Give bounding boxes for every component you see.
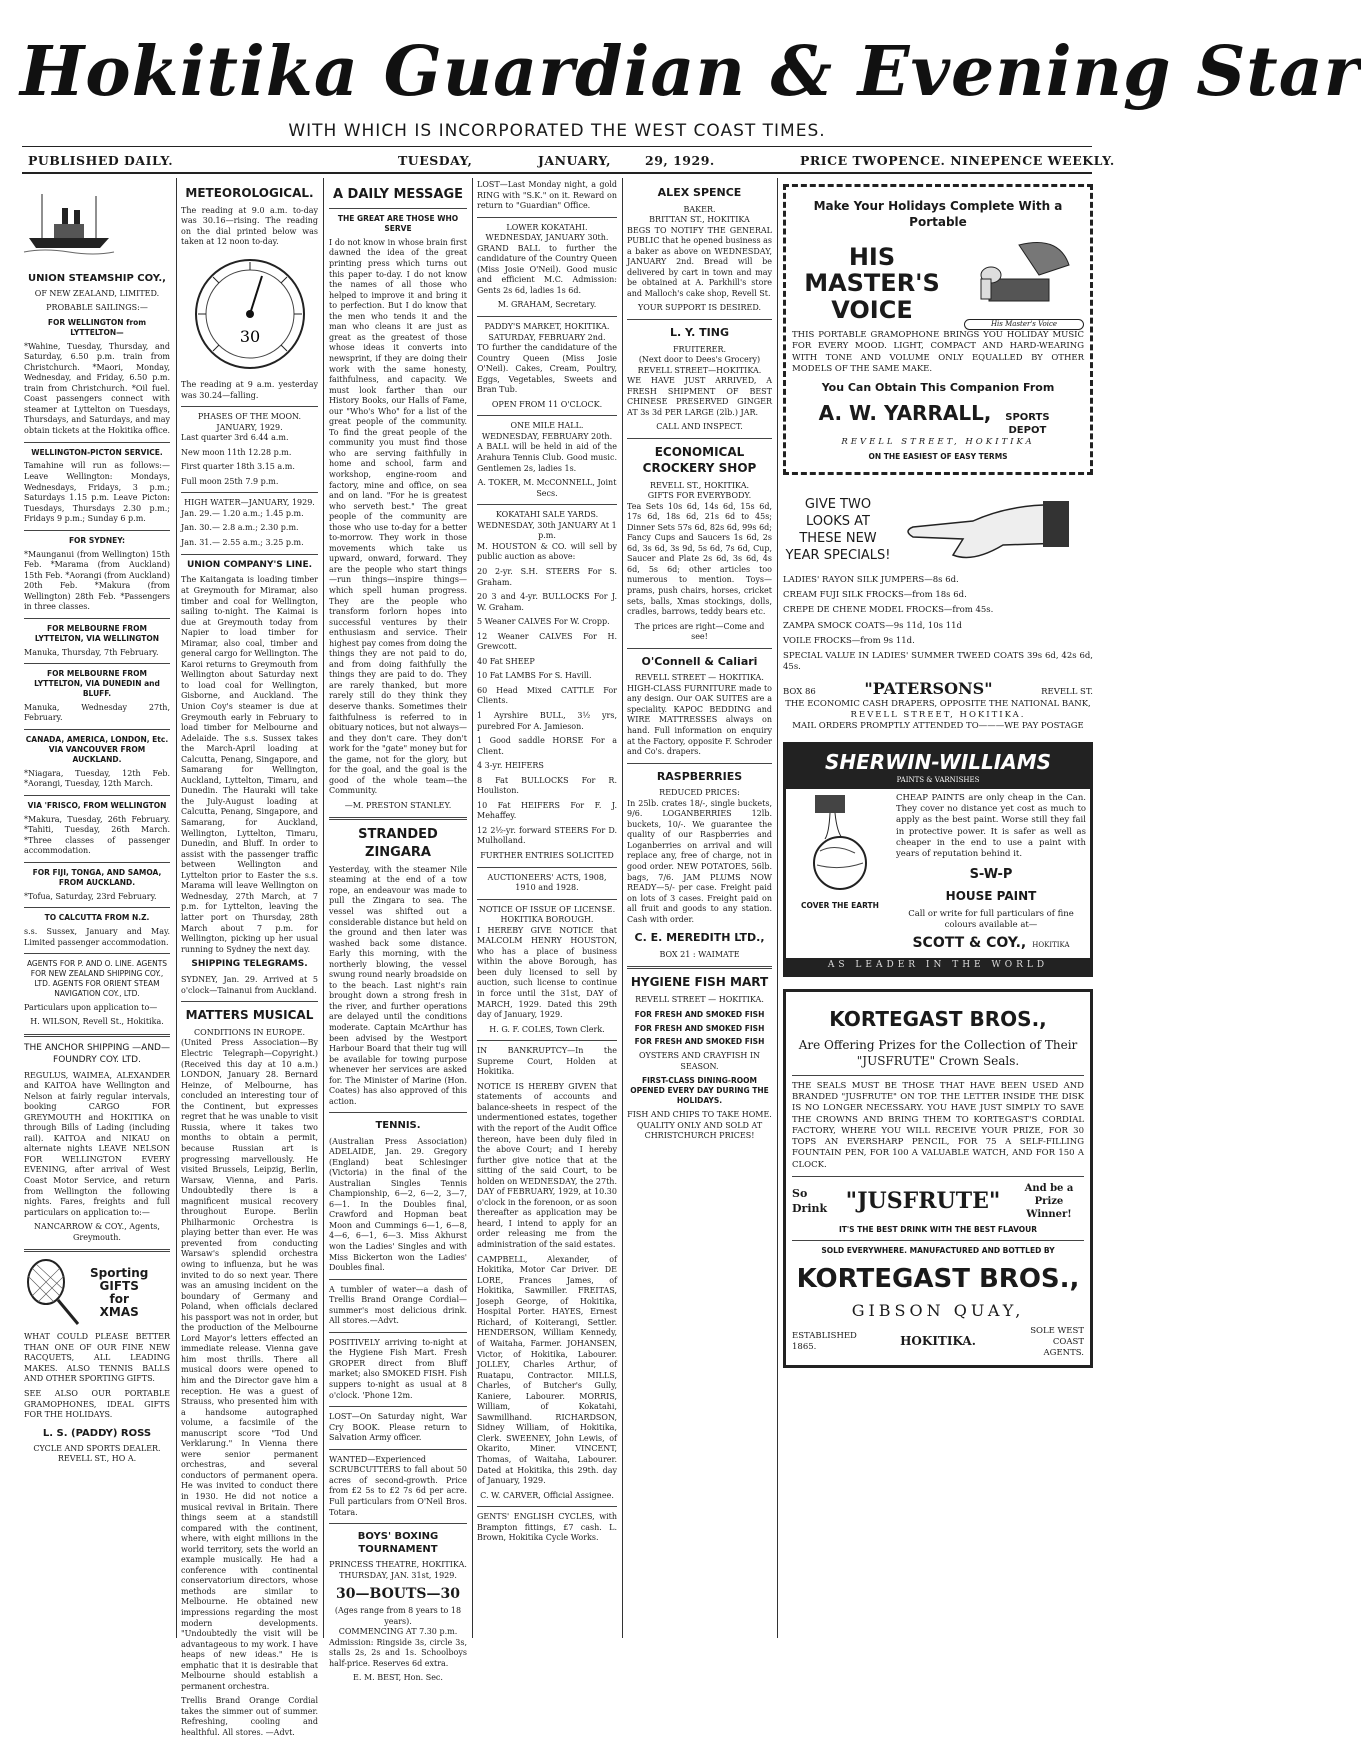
pat-box: BOX 86 <box>783 686 816 697</box>
tumbler-advt: A tumbler of water—a dash of Trellis Brand Orange Cordial—summer's most delicious drink. All stores.—Advt. <box>329 1284 467 1326</box>
picton-text: Tamahine will run as follows:— Leave Wellington: Mondays, Wednesdays, Fridays, 3 p.m.; Saturdays 1.15 p.m. Leave Picton: Tuesdays, Thursdays 2.30 p.m.; Fridays 9 p.m.; Sunday 6 p.m. <box>24 461 170 524</box>
sporting-line-1: Sporting <box>90 1265 149 1280</box>
steamship-illustration <box>24 186 114 256</box>
pat-name: "PATERSONS" <box>864 678 993 698</box>
masthead-subtitle: WITH WHICH IS INCORPORATED THE WEST COAST TIMES. <box>288 121 826 141</box>
spence-head: ALEX SPENCE <box>657 186 742 199</box>
ross-sub: CYCLE AND SPORTS DEALER. REVELL ST., HO A. <box>33 1443 161 1464</box>
sw-cover: COVER THE EARTH <box>801 901 879 911</box>
sw-swp: S-W-P <box>969 867 1013 883</box>
crockery-addr: REVELL ST., HOKITIKA. <box>649 480 750 490</box>
pat-head: GIVE TWO LOOKS AT THESE NEW YEAR SPECIALS! <box>785 497 891 563</box>
pm-date: SATURDAY, FEBRUARY 2nd. <box>488 332 606 342</box>
sailings-label: PROBABLE SAILINGS:— <box>46 303 148 313</box>
hfm-line: FOR FRESH AND SMOKED FISH <box>634 1009 765 1019</box>
ksy-lot: 10 Fat LAMBS For S. Havill. <box>477 671 592 681</box>
met-text-1: The reading at 9.0 a.m. to-day was 30.16—rising. The reading on the dial printed below was taken at 12 noon to-day. <box>181 205 318 247</box>
ting-head: L. Y. TING <box>669 325 729 339</box>
column-3 <box>329 180 467 1683</box>
kg-name: KORTEGAST BROS., <box>796 1264 1080 1295</box>
oconnell-addr: REVELL STREET — HOKITIKA. <box>635 673 764 683</box>
notice-head: NOTICE OF ISSUE OF LICENSE. <box>478 904 616 914</box>
hw-row-2: Jan. 30.— 2.8 a.m.; 2.30 p.m. <box>181 523 299 533</box>
ship-head: SHIPPING TELEGRAMS. <box>191 959 308 970</box>
moon-head: PHASES OF THE MOON. JANUARY, 1929. <box>197 412 302 432</box>
boxing-sec: E. M. BEST, Hon. Sec. <box>353 1673 443 1683</box>
met-text-2: The reading at 9 a.m. yesterday was 30.24—falling. <box>181 380 318 400</box>
ksy-lot: 1 Good saddle HORSE For a Client. <box>477 736 617 756</box>
column-6 <box>783 180 1093 1635</box>
yarrall-depot: SPORTS DEPOT <box>1005 411 1050 436</box>
ksy-lot: 20 3 and 4-yr. BULLOCKS For J. W. Graham. <box>477 592 617 612</box>
pat-item: CREPE DE CHENE MODEL FROCKS—from 45s. <box>783 605 994 616</box>
pm-text: TO further the candidature of the Country Queen (Miss Josie O'Neil). Cakes, Cream, Poultry, Eggs, Vegetables, Sweets and Bran Tub. <box>477 343 617 395</box>
hw-row-1: Jan. 29.— 1.20 a.m.; 1.45 p.m. <box>181 508 304 518</box>
meredith-sub: BOX 21 : WAIMATE <box>659 949 740 959</box>
dateline-day: TUESDAY, <box>398 153 473 168</box>
calcutta-text: s.s. Sussex, January and May. Limited passenger accommodation. <box>24 927 170 947</box>
sw-band: AS LEADER IN THE WORLD <box>786 958 1090 974</box>
hfm-line: FOR FRESH AND SMOKED FISH <box>634 1037 765 1047</box>
tennis-text: (Australian Press Association) ADELAIDE, Jan. 29. Gregory (England) beat Schlesinger (Victoria) in the final of the Australian Singles Tennis Championship, 6—2, 6—2, 3—7, 6—1. In the Doubles final, Crawford and Hopman beat Moon and Cummings 6—1, 6—8, 4—6, 6—1, 6—3. Miss Akhurst won the Ladies' Singles and with Miss Bickerton won the Ladies' Doubles final. <box>329 1136 467 1273</box>
hmv-advert <box>783 184 1093 475</box>
ucl-text: The Kaitangata is loading timber at Greymouth for Miramar, also timber and coal for Wellington, sailing to-night. The Kaimai is due at Greymouth today from Napier to load timber for Miramar, also coal, timber and general cargo for Wellington. The Karoi returns to Greymouth from Wellington about Saturday next to load coal for Wellington, Gisborne, and Auckland. The Union Coy's steamer is due at Greymouth early in February to load timber for Melbourne and Adelaide. The s.s. Sussex takes the March-April loading at Calcutta, Penang, Singapore, and Samarang for Wellington, Auckland, Lyttelton, Timaru, and Dunedin. The Hauraki will take the July-August loading at Calcutta, Penang, Singapore, and Samarang, for Auckland, Wellington, Lyttelton, Timaru, Dunedin, and Bluff. In order to assist with the passenger traffic between Wellington and Lyttelton prior to Easter the s.s. Marama will leave Wellington on Wednesday, 27th March, at 7 p.m. for Lyttelton, leaving the latter port on Thursday, 28th March about 7 p.m. for Wellington, picking up her usual running to Sydney the next day. <box>181 575 318 954</box>
ksy-lot: 12 2½-yr. forward STEERS For D. Mulholland. <box>477 825 617 846</box>
pat-st: REVELL ST. <box>1041 686 1093 697</box>
kg-text: THE SEALS MUST BE THOSE THAT HAVE BEEN USED AND BRANDED "JUSFRUTE" ON TOP. THE LETTER INSIDE THE DISK IS NO LONGER NECESSARY. YOU HAVE JUST SIMPLY TO SAVE THE CROWNS AND BRING THEM TO KORTEGAST'S CORDIAL FACTORY, WHERE YOU WILL RECEIVE YOUR PRIZE, FOR 30 TOPS AN EVERSHARP PENCIL, FOR 75 A SELF-FILLING FOUNTAIN PEN, FOR 100 A VALUABLE WATCH, AND FOR 150 A CLOCK. <box>792 1081 1084 1170</box>
ksy-lot: 10 Fat HEIFERS For F. J. Mehaffey. <box>477 800 617 821</box>
ball-text: GRAND BALL to further the candidature of the Country Queen (Miss Josie O'Neil). Good music and efficient M.C. Admission: Gents 2s 6d, ladies 1s 6d. <box>477 243 617 295</box>
kg-established: ESTABLISHED 1865. <box>792 1331 857 1353</box>
hmv-text: THIS PORTABLE GRAMOPHONE BRINGS YOU HOLIDAY MUSIC FOR EVERY MOOD. LIGHT, COMPACT AND HARD-WEARING WITH TONE AND VOLUME ONLY EQUALLED BY OTHER MODELS OF THE SAME MAKE. <box>792 330 1084 374</box>
boxing-time: COMMENCING AT 7.30 p.m. <box>338 1627 458 1637</box>
notice-text: I HEREBY GIVE NOTICE that MALCOLM HENRY HOUSTON, who has a place of business within the above Borough, has been duly licensed to sell by auction, such license to continue in force until the 31st, DAY of MARCH, 1929. Dated this 29th day of January, 1929. <box>477 925 617 1020</box>
agents-text: AGENTS FOR P. AND O. LINE. AGENTS FOR NEW ZEALAND SHIPPING COY., LTD. AGENTS FOR ORIENT STEAM NAVIGATION COY., LTD. <box>26 959 168 998</box>
kg-winner: And be a Prize Winner! <box>1024 1182 1074 1221</box>
sydney-text: *Maunganui (from Wellington) 15th Feb. *Marama (from Auckland) 15th Feb. *Aorangi (from Auckland) 20th Feb. *Makura (from Wellington) 28th Feb. *Passengers in three classes. <box>24 549 170 612</box>
pat-item: CREAM FUJI SILK FROCKS—from 18s 6d. <box>783 590 967 601</box>
tennis-head: TENNIS. <box>375 1120 421 1132</box>
anchor-text: REGULUS, WAIMEA, ALEXANDER and KAITOA have Wellington and Nelson at fairly regular intervals, booking CARGO FOR GREYMOUTH and HOKITIKA on through Bills of Lading (including rail). KAITOA and NIKAU on alternate nights LEAVE NELSON FOR WELLINGTON EVERY EVENING, after arrival of West Coast Motor Service, and return from Wellington the following nights. Fares, freights and full particulars on application to:— <box>24 1070 170 1217</box>
kg-so-drink: So Drink <box>792 1187 828 1215</box>
racquet-illustration <box>24 1258 84 1328</box>
ting-call: CALL AND INSPECT. <box>656 422 743 432</box>
boxing-bouts: 30—BOUTS—30 <box>336 1585 460 1602</box>
dateline-rule <box>22 172 1092 174</box>
pat-item: VOILE FROCKS—from 9s 11d. <box>783 635 915 646</box>
sw-scott: SCOTT & COY., <box>912 934 1027 951</box>
ksy-lot: 5 Weaner CALVES For W. Cropp. <box>477 617 610 627</box>
dm-head: A DAILY MESSAGE <box>332 187 464 202</box>
oml-date: WEDNESDAY, FEBRUARY 20th. <box>481 431 613 441</box>
hfm-open: FIRST-CLASS DINING-ROOM OPENED EVERY DAY DURING THE HOLIDAYS. <box>630 1076 769 1106</box>
calcutta-head: TO CALCUTTA FROM N.Z. <box>44 913 150 923</box>
melb2-text: Manuka, Wednesday 27th, February. <box>24 702 170 723</box>
oml-secs: A. TOKER, M. McCONNELL, Joint Secs. <box>477 478 617 498</box>
ross-name: L. S. (PADDY) ROSS <box>42 1427 152 1439</box>
dm-author: —M. PRESTON STANLEY. <box>344 800 452 810</box>
melb1-text: Manuka, Thursday, 7th February. <box>24 647 159 657</box>
dm-text: I do not know in whose brain first dawned the idea of the great printing press which turns out this paper to-day. I do not know the names of all those who helped to improve it and bring it to perfection. But I do know that the men who tends it and the man who cleans it are just as great as the greatest of those whose ideas it converts into newsprint, if they are doing their work with the same honesty, faithfulness, and capacity. We must look farther than our History Books, our Halls of Fame, our "Who's Who" for a list of the great people of the community. To find the great people of the community you must find those who are serving faithfully in home and school, farm and workshop, engine-room and factory, mine and office, on sea and on land. "For he is greatest who serveth best." The great people of the community are those who use to-day for a better to-morrow. They work in those movements which take us upward, onward, forward. They are the people who start things —run things—inspire things—which spell human progress. They are the people who transform forlorn hopes into successful ventures by their enthusiasm and service. Their highest pay comes from doing the things they are not paid to do, and from doing faithfully the things they are paid to do. They are rarely thanked, but more rarely still do they think they deserve thanks. Sometimes their faithfulness is referred to in obituary notices, but not always—and they don't care. They don't work for the "gate" money but for the game, not for the glory, but for the goal, and the goal is the good of the whole team—the Community. <box>329 237 467 796</box>
sporting-text: WHAT COULD PLEASE BETTER THAN ONE OF OUR FINE NEW RACQUETS, ALL LEADING MAKES. ALSO TENNIS BALLS AND OTHER SPORTING GIFTS. <box>24 1332 170 1384</box>
sw-house: HOUSE PAINT <box>945 889 1037 904</box>
ksy-lot: 20 2-yr. S.H. STEERS For S. Graham. <box>477 566 617 587</box>
yarrall-name: A. W. YARRALL, <box>818 400 992 425</box>
kg-quay: GIBSON QUAY, <box>851 1301 1025 1321</box>
crockery-text: Tea Sets 10s 6d, 14s 6d, 15s 6d, 17s 6d, 18s 6d, 21s 6d to 45s; Dinner Sets 57s 6d, 82s 6d, 99s 6d; Fancy Cups and Saucers 1s 6d, 2s 6d, 3s 6d, 3s 9d, 5s 6d, 7s 6d, Cup, Saucer and Plate 2s 6d, 3s 6d, 4s 6d, 5s 6d; other articles too numerous to mention. Toys—prams, push chairs, horses, cricket sets, balls, Xmas stockings, dolls, cradles, barrows, teddy bears etc. <box>627 501 772 617</box>
kg-sold: SOLD EVERYWHERE. MANUFACTURED AND BOTTLED BY <box>821 1246 1055 1256</box>
column-5 <box>627 180 772 1635</box>
canada-text: *Niagara, Tuesday, 12th Feb. *Aorangi, Tuesday, 12th March. <box>24 768 170 789</box>
bank-text: NOTICE IS HEREBY GIVEN that statements of accounts and balance-sheets in respect of the undermentioned estates, together with the report of the Audit Office thereon, have been duly filed in the above Court; and I hereby further give notice that at the sitting of the said Court, to be holden on WEDNESDAY, the 27th. DAY of FEBRUARY, 1929, at 10.30 o'clock in the forenoon, or as soon thereafter as application may be heard, I intend to apply for an order releasing me from the administration of the said estates. <box>477 1081 617 1250</box>
frisco-head: VIA 'FRISCO, FROM WELLINGTON <box>27 800 167 810</box>
rasp-head: RASPBERRIES <box>656 769 743 783</box>
meredith-head: C. E. MEREDITH LTD., <box>634 931 765 945</box>
pm-head: PADDY'S MARKET, HOKITIKA. <box>484 322 610 332</box>
ksy-lot: 1 Ayrshire BULL, 3½ yrs, purebred For A. Jamieson. <box>477 710 617 731</box>
masthead-rule <box>22 146 1092 147</box>
wlg-head: FOR WELLINGTON from LYTTELTON— <box>47 317 147 337</box>
kok-head: LOWER KOKATAHI. <box>506 222 588 232</box>
moon-row-2: New moon 11th 12.28 p.m. <box>181 447 292 457</box>
ball-sec: M. GRAHAM, Secretary. <box>497 300 597 310</box>
rasp-text: In 25lb. crates 18/-, single buckets, 9/6. LOGANBERRIES 12lb. buckets, 10/-. We guarantee the quality of our Raspberries and Loganberries on arrival and will replace any, free of charge, not in good order. NEW POTATOES, 56lb. bags, 7/6. JAM PLUMS NOW READY—5/- per case. Freight paid on lots of 3 cases. Freight paid on all fruit and goods to any station. Cash with order. <box>627 798 772 924</box>
kok-date: WEDNESDAY, JANUARY 30th. <box>485 233 609 243</box>
cycles-advt: GENTS' ENGLISH CYCLES, with Brampton fittings, £7 cash. L. Brown, Hokitika Cycle Works. <box>477 1512 617 1543</box>
column-2 <box>181 180 318 1738</box>
kg-sub: Are Offering Prizes for the Collection of Their "JUSFRUTE" Crown Seals. <box>798 1038 1078 1069</box>
pm-open: OPEN FROM 11 O'CLOCK. <box>491 399 603 409</box>
moon-row-4: Full moon 25th 7.9 p.m. <box>181 476 279 486</box>
spence-sub: BAKER. <box>683 204 716 214</box>
usc-title: UNION STEAMSHIP COY., <box>28 272 166 284</box>
boxing-venue: PRINCESS THEATRE, HOKITIKA. <box>329 1560 467 1570</box>
column-rule <box>622 178 623 1638</box>
hmv-top: Make Your Holidays Complete With a Portable <box>813 199 1063 229</box>
dateline-price: PRICE TWOPENCE. NINEPENCE WEEKLY. <box>800 153 1115 168</box>
yarrall-addr: REVELL STREET, HOKITIKA <box>841 436 1035 447</box>
auct-acts: AUCTIONEERS' ACTS, 1908, 1910 and 1928. <box>487 872 607 893</box>
sw-hok: HOKITIKA <box>1032 940 1070 949</box>
boxing-ages: (Ages range from 8 years to 18 years). <box>334 1605 462 1626</box>
hfm-addr: REVELL STREET — HOKITIKA. <box>635 995 764 1005</box>
mm-sub: CONDITIONS IN EUROPE. <box>194 1027 305 1037</box>
spence-addr: BRITTAN ST., HOKITIKA <box>649 215 750 225</box>
barometer-dial-illustration <box>190 254 310 374</box>
hfm-quality: QUALITY ONLY AND SOLD AT CHRISTCHURCH PRICES! <box>636 1120 763 1141</box>
ksy-lot: 60 Head Mixed CATTLE For Clients. <box>477 685 617 706</box>
sz-text: Yesterday, with the steamer Nile steaming at the end of a tow rope, an endeavour was made to pull the Zingara to sea. The vessel was shifted out a considerable distance but held on the ground and then later was washed back some distance. Early this morning, with the northerly blowing, the vessel swung round nearly broadside on to the beach. Last night's rain brought down a strong fresh in the river, and further operations are delayed until the conditions moderate. Captain McArthur has been advised by the Westport Harbour Board that their tug will be available for towing purpose whenever her services are asked for. The Minister of Marine (Hon. Coates) has also approved of this action. <box>329 864 467 1106</box>
lost-book: LOST—On Saturday night, War Cry BOOK. Please return to Salvation Army officer. <box>329 1412 467 1443</box>
wanted-scrubcutters: WANTED—Experienced SCRUBCUTTERS to fall about 50 acres of second-growth. Price from £2 5s to £2 7s 6d per acre. Full particulars from O'Neil Bros. Totara. <box>329 1454 467 1517</box>
dm-sub: THE GREAT ARE THOSE WHO SERVE <box>337 214 459 234</box>
sw-call: Call or write for full particulars of fine colours available at— <box>908 909 1074 931</box>
crockery-prices: The prices are right—Come and see! <box>634 621 765 642</box>
hmv-obtain: You Can Obtain This Companion From <box>821 380 1055 394</box>
ksy-date: WEDNESDAY, 30th JANUARY At 1 p.m. <box>477 520 617 541</box>
boxing-admission: Admission: Ringside 3s, circle 3s, stalls 2s, 2s and 1s. Schoolboys half-price. Reserves 6d extra. <box>329 1637 467 1668</box>
masthead-title: Hokitika Guardian & Evening Star <box>20 32 1361 112</box>
kg-jusfrute: "JUSFRUTE" <box>845 1188 1001 1215</box>
hfm-head: HYGIENE FISH MART <box>630 975 769 990</box>
ship-text: SYDNEY, Jan. 29. Arrived at 5 o'clock—Tainanui from Auckland. <box>181 975 318 995</box>
sporting-line-4: XMAS <box>99 1305 139 1320</box>
column-rule <box>777 178 778 1638</box>
trellis-advt: Trellis Brand Orange Cordial takes the simmer out of summer. Refreshing, cooling and healthful. All stores. —Advt. <box>181 1696 318 1738</box>
pat-special: SPECIAL VALUE IN LADIES' SUMMER TWEED COATS 39s 6d, 42s 6d, 45s. <box>783 651 1093 673</box>
frisco-text: *Makura, Tuesday, 26th February. *Tahiti, Tuesday, 26th March. *Three classes of passenger accommodation. <box>24 814 170 856</box>
column-4 <box>477 180 617 1635</box>
ting-sub: FRUITERER. <box>672 344 727 354</box>
gramophones-text: SEE ALSO OUR PORTABLE GRAMOPHONES, IDEAL GIFTS FOR THE HOLIDAYS. <box>24 1389 170 1420</box>
hmv-badge: His Master's Voice <box>964 319 1084 330</box>
yarrall-terms: ON THE EASIEST OF EASY TERMS <box>868 452 1008 462</box>
sporting-line-2: GIFTS <box>99 1279 139 1294</box>
sw-brand: SHERWIN-WILLIAMS <box>824 750 1052 775</box>
moon-row-1: Last quarter 3rd 6.44 a.m. <box>181 433 289 443</box>
hw-row-3: Jan. 31.— 2.55 a.m.; 3.25 p.m. <box>181 538 304 548</box>
dateline-published: PUBLISHED DAILY. <box>28 153 174 168</box>
ksy-lot: 40 Fat SHEEP <box>477 656 535 666</box>
fiji-text: *Tofua, Saturday, 23rd February. <box>24 891 157 901</box>
boxing-head: BOYS' BOXING TOURNAMENT <box>357 1531 439 1556</box>
ting-addr: (Next door to Dees's Grocery) REVELL STREET—HOKITIKA. <box>637 355 762 375</box>
sz-head: STRANDED ZINGARA <box>358 827 438 860</box>
anchor-title: THE ANCHOR SHIPPING —AND— FOUNDRY COY. LTD. <box>24 1042 170 1065</box>
borough-head: HOKITIKA BOROUGH. <box>500 915 594 925</box>
svg-text:30: 30 <box>239 327 260 347</box>
fiji-head: FOR FIJI, TONGA, AND SAMOA, FROM AUCKLAND. <box>32 867 162 887</box>
dateline-month: JANUARY, <box>538 153 611 168</box>
wilson-sig: H. WILSON, Revell St., Hokitika. <box>30 1017 164 1027</box>
pointing-hand-illustration <box>893 485 1073 575</box>
nancarrow-sig: NANCARROW & COY., Agents, Greymouth. <box>34 1222 160 1242</box>
moon-row-3: First quarter 18th 3.15 a.m. <box>181 462 295 472</box>
kg-best: IT'S THE BEST DRINK WITH THE BEST FLAVOUR <box>838 1225 1038 1235</box>
picton-head: WELLINGTON-PICTON SERVICE. <box>31 447 163 457</box>
spence-support: YOUR SUPPORT IS DESIRED. <box>637 303 762 313</box>
usc-sub: OF NEW ZEALAND, LIMITED. <box>34 288 160 298</box>
column-rule <box>472 178 473 1638</box>
ksy-head: KOKATAHI SALE YARDS. <box>495 510 599 520</box>
sherwin-williams-advert <box>783 742 1093 977</box>
kg-hokitika: HOKITIKA. <box>900 1334 976 1349</box>
sw-text: CHEAP PAINTS are only cheap in the Can. They cover no distance yet cost as much to apply as the best paint. Worse still they fail in protective power. It is safer as well as cheaper in the end to use a paint with years of reputation behind it. <box>896 792 1086 859</box>
oml-head: ONE MILE HALL. <box>510 421 584 431</box>
crockery-head: ECONOMICAL CROCKERY SHOP <box>642 444 757 475</box>
met-head: METEOROLOGICAL. <box>185 186 314 200</box>
column-rule <box>323 178 324 1638</box>
lost-ring: LOST—Last Monday night, a gold RING with "S.K." on it. Reward on return to "Guardian" Office. <box>477 180 617 211</box>
column-rule <box>176 178 177 1638</box>
kg-head: KORTEGAST BROS., <box>829 1006 1047 1031</box>
sporting-line-3: for <box>109 1292 129 1307</box>
boxing-date: THURSDAY, JAN. 31st, 1929. <box>339 1570 457 1580</box>
mm-head: MATTERS MUSICAL <box>185 1008 314 1023</box>
bank-head: IN BANKRUPTCY—In the Supreme Court, Holden at Hokitika. <box>477 1046 617 1077</box>
ting-text: WE HAVE JUST ARRIVED, A FRESH SHIPMENT OF BEST CHINESE PRESERVED GINGER AT 3s 3d PER LARGE (2lb.) JAR. <box>627 376 772 417</box>
dateline-date: 29, 1929. <box>645 153 715 168</box>
apply-text: Particulars upon application to— <box>24 1002 158 1012</box>
bank-sig: C. W. CARVER, Official Assignee. <box>480 1490 614 1500</box>
ksy-lot: 12 Weaner CALVES For H. Grewcott. <box>477 631 617 652</box>
sydney-head: FOR SYDNEY: <box>68 535 126 545</box>
hfm-chips: FISH AND CHIPS TO TAKE HOME. <box>627 1110 772 1120</box>
mm-text: (United Press Association—By Electric Telegraph—Copyright.) (Received this day at 10 a.m.) LONDON, January 28. Bernard Heinze, of Melbourne, has concluded an interesting tour of the Continent, but expresses regret that he was unable to visit Russia, where it takes two months to obtain a permit, because Russian art is progressing marvellously. He visited Brussels, Leipzig, Berlin, Warsaw, Vienna, and Paris. Undoubtedly there is a magnificent musical recovery throughout Europe. Berlin Philharmonic Orchestra is playing better than ever. He was prevented from conducting Warsaw's splendid orchestra owing to influenza, but he was invited to do so next year. There was an amusing incident on the boundary of Germany and Poland, when officials declared his passport was not in order, but the production of the Melbourne Lord Mayor's letters effected an immediate release. Vienna gave him most thrills. There all musical doors were opened to him and the Director gave him a reception. He was a guest of Strauss, who presented him with a handsome autographed volume, a facsimile of the manuscript score "Tod Und Verklarung." In Vienna there were senior permanent orchestras, and several conductors of permanent opera. He was invited to conduct there in 1930. He did not notice a musical revival in Britain. There things seem at a standstill compared with the continent, where, with eight millions in the world territory, sets the world an example musically. He had a conference with continental conservatorium directors, whose methods are similar to Melbourne. He obtained new impressions regarding the most modern developments. "Undoubtedly the visit will be advantageous to my work. I have heaps of new ideas." He is emphatic that it is desirable that Melbourne should establish a permanent orchestra. <box>181 1038 318 1691</box>
pat-item: ZAMPA SMOCK COATS—9s 11d, 10s 11d <box>783 620 962 631</box>
hw-head: HIGH WATER—JANUARY, 1929. <box>184 498 315 508</box>
ksy-lot: 8 Fat BULLOCKS For R. Houliston. <box>477 775 617 796</box>
hfm-line: FOR FRESH AND SMOKED FISH <box>634 1023 765 1033</box>
pat-mail: MAIL ORDERS PROMPTLY ATTENDED TO———WE PAY POSTAGE <box>792 721 1084 732</box>
ksy-lot: 4 3-yr. HEIFERS <box>477 761 544 771</box>
notice-sig: H. G. F. COLES, Town Clerk. <box>489 1024 605 1034</box>
oml-text: A BALL will be held in aid of the Arahura Tennis Club. Good music. Gentlemen 2s, ladies 1s. <box>477 442 617 473</box>
rasp-sub: REDUCED PRICES: <box>659 788 740 798</box>
kg-agents: SOLE WEST COAST AGENTS. <box>1030 1325 1084 1358</box>
oconnell-head: O'Connell & Caliari <box>641 654 758 668</box>
spence-text: BEGS TO NOTIFY THE GENERAL PUBLIC that he opened business as a baker as above on WEDNESDAY, JANUARY 2nd. Bread will be delivered by cart in town and may be obtained at A. Parkhill's store and Malloch's cake shop, Revell St. <box>627 225 772 298</box>
hfm-oysters: OYSTERS AND CRAYFISH IN SEASON. <box>638 1051 761 1071</box>
gramophone-dog-illustration <box>969 235 1079 315</box>
ksy-text: M. HOUSTON & CO. will sell by public auction as above: <box>477 541 617 562</box>
wlg-text: *Wahine, Tuesday, Thursday, and Saturday, 6.50 p.m. train from Christchurch. *Maori, Monday, Wednesday, and Friday, 6.50 p.m. train from Christchurch. *Oil fuel. Coast passengers connect with steamer at Lyttelton on Tuesdays, Thursdays, and Saturdays, and may obtain tickets at the Hokitika office. <box>24 341 170 435</box>
paint-can-globe-illustration <box>795 793 885 893</box>
crockery-gifts: GIFTS FOR EVERYBODY. <box>647 491 752 501</box>
pat-item: LADIES' RAYON SILK JUMPERS—8s 6d. <box>783 574 959 585</box>
sw-sub: PAINTS & VARNISHES <box>896 775 980 784</box>
hmv-brand: HIS MASTER'S VOICE <box>804 242 940 324</box>
patersons-advert <box>783 485 1093 732</box>
pat-addr: REVELL STREET, HOKITIKA. <box>850 709 1026 720</box>
column-1 <box>24 180 170 1635</box>
pat-desc: THE ECONOMIC CASH DRAPERS, OPPOSITE THE NATIONAL BANK, <box>785 698 1091 709</box>
melb1-head: FOR MELBOURNE FROM LYTTELTON, VIA WELLINGTON <box>34 623 160 643</box>
bank-names: CAMPBELL, Alexander, of Hokitika, Motor Car Driver. DE LORE, Frances James, of Hokitika, Sawmiller. FREITAS, Joseph George, of Hokitika, Hospital Porter. HAYES, Ernest Richard, of Koiterangi, Settler. HENDERSON, William Kennedy, of Waitaha, Farmer. JOHANSEN, Victor, of Hokitika, Labourer. JOLLEY, Charles Arthur, of Ruatapu, Contractor. MILLS, Charles, of Butcher's Gully, Kaniere, Labourer. MORRIS, William, of Kokatahi, Sawmillhand. RICHARDSON, Sidney William, of Hokitika, Clerk. SWEENEY, John Lewis, of Okarito, Miner. VINCENT, Thomas, of Waitaha, Labourer. Dated at Hokitika, this 29th. day of January, 1929. <box>477 1254 617 1486</box>
canada-head: CANADA, AMERICA, LONDON, Etc. VIA VANCOUVER FROM AUCKLAND. <box>25 734 169 764</box>
further-entries: FURTHER ENTRIES SOLICITED <box>480 850 614 860</box>
kortegast-advert <box>783 989 1093 1368</box>
ucl-head: UNION COMPANY'S LINE. <box>186 559 313 570</box>
oconnell-text: HIGH-CLASS FURNITURE made to any design. Our OAK SUITES are a speciality. KAPOC BEDDING and WIRE MATTRESSES always on hand. Full information on enquiry at the Factory, opposite F. Schroder and Co's. drapers. <box>627 683 772 757</box>
melb2-head: FOR MELBOURNE FROM LYTTELTON, VIA DUNEDIN and BLUFF. <box>34 669 160 698</box>
fish-arrival: POSITIVELY arriving to-night at the Hygiene Fish Mart. Fresh GROPER direct from Bluff market; also SMOKED FISH. Fish suppers to-night as usual at 8 o'clock. 'Phone 12m. <box>329 1337 467 1400</box>
